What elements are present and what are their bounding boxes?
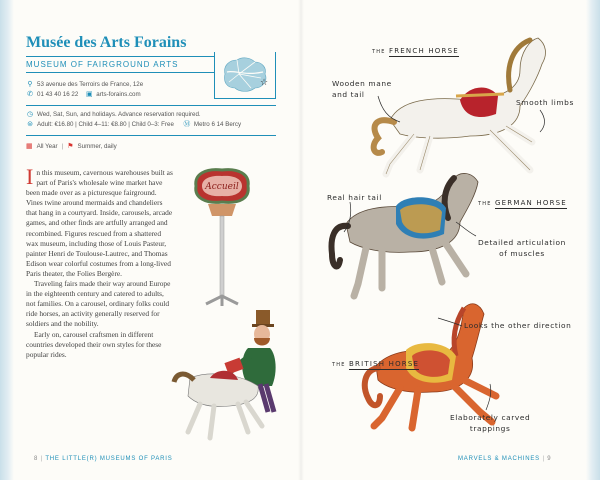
footer-right-text: MARVELS & MACHINES: [458, 456, 540, 462]
footer-left-text: THE LITTLE(R) MUSEUMS OF PARIS: [45, 456, 173, 462]
wax-figure-rider-illustration: [170, 308, 290, 448]
phone-icon: ✆: [27, 91, 33, 98]
contact-block: [26, 80, 201, 100]
website-icon: ▣: [85, 91, 93, 98]
detailed-articulation-label: [478, 237, 566, 259]
address-text: 53 avenue des Terroirs de France, 12e: [37, 81, 144, 88]
elaborately-line-1: Elaborately carved: [450, 413, 531, 422]
paris-map-thumbnail: [214, 52, 276, 99]
elaborately-line-2: trappings: [469, 424, 511, 433]
watercolor-wash-right: [586, 0, 600, 480]
phone-text: 01 43 40 16 22: [37, 91, 79, 98]
paragraph-1: [26, 164, 174, 279]
sign-label: Accueil: [205, 182, 239, 192]
paragraph-3: Early on, carousel craftsmen in different countries developed their own styles for these popular rides.: [26, 329, 162, 359]
french-horse-prefix: THE: [372, 49, 386, 55]
prices-text: Adult: €16.80 | Child 4–11: €8.80 | Child 0–3: Free: [37, 121, 174, 128]
paragraph-1-text: n this museum, cavernous warehouses built as part of Paris's wholesale wine market have been made over as a picturesque fairground. Vines twine around mermaids and chandeliers that hang in a courtyard. Inside, carousels, arcade games, and other finds are artfully arranged and recombined. Figures rescued from a shattered wax museum, including those of Louis Pasteur, painter Henri de Toulouse-Lautrec, and Thomas Edison wear colorful costumes from a long-lived Paris theater, the Folies Bergère.: [26, 168, 173, 278]
calendar-icon: ▦: [26, 143, 33, 150]
hours-row: [26, 110, 276, 120]
german-horse-prefix: THE: [478, 201, 492, 207]
wooden-mane-line-2: and tail: [332, 90, 365, 99]
info-divider-1: [26, 105, 276, 106]
drop-cap: I: [26, 164, 34, 189]
british-horse-label: [332, 360, 419, 368]
info-divider-2: [26, 135, 276, 136]
svg-text:☆: ☆: [260, 78, 269, 88]
paragraph-2: Traveling fairs made their way around Europe in the eighteenth century and catered to adults, not families. On a carousel, ordinary folks could ride horses, an activity generally reserved for soldiers and the nobility.: [26, 279, 171, 329]
season-summer-text: Summer, daily: [77, 142, 117, 150]
metro-text: Metro 6 14 Bercy: [193, 121, 242, 128]
prices-row: [26, 120, 276, 130]
museum-info-box: [26, 34, 276, 150]
museum-subtitle-text: MUSEUM OF FAIRGROUND ARTS: [26, 60, 179, 69]
clock-icon: ◷: [26, 111, 34, 118]
location-icon: ⚲: [27, 81, 33, 88]
website-link[interactable]: arts-forains.com: [96, 91, 141, 98]
looks-other-direction-label: Looks the other direction: [464, 321, 572, 330]
detailed-line-2: of muscles: [499, 249, 545, 258]
metro-icon: Ⓜ: [183, 121, 191, 128]
elaborately-carved-label: [450, 412, 530, 434]
wooden-mane-line-1: Wooden mane: [332, 79, 392, 88]
british-horse-title: BRITISH HORSE: [349, 360, 420, 368]
page-number-right: 9: [547, 456, 552, 462]
page-gutter: [298, 0, 304, 480]
french-horse-title: FRENCH HORSE: [389, 47, 459, 55]
phone-website-row: [26, 90, 201, 100]
french-horse-label: [372, 47, 459, 55]
season-all-text: All Year: [36, 142, 58, 150]
real-hair-tail-label: Real hair tail: [327, 193, 382, 202]
footer-left: 8 | THE LITTLE(R) MUSEUMS OF PARIS: [34, 456, 173, 462]
footer-right: MARVELS & MACHINES | 9: [458, 456, 552, 462]
body-text: [26, 164, 174, 360]
address-row: [26, 80, 201, 90]
museum-title: Musée des Arts Forains: [26, 34, 187, 51]
accueil-sign-illustration: [188, 164, 258, 314]
ticket-icon: ⊜: [27, 121, 33, 128]
season-row: ▦ All Year | ⚑ Summer, daily: [26, 142, 117, 150]
watercolor-wash-left: [0, 0, 14, 480]
smooth-limbs-label: Smooth limbs: [516, 98, 574, 107]
wooden-mane-label: [332, 78, 392, 100]
german-horse-label: [478, 199, 567, 207]
paris-map-icon: [215, 52, 275, 98]
hours-text: Wed, Sat, Sun, and holidays. Advance reservation required.: [37, 111, 201, 118]
detailed-line-1: Detailed articulation: [478, 238, 566, 247]
german-horse-title: GERMAN HORSE: [495, 199, 567, 207]
flag-icon: ⚑: [67, 143, 74, 150]
page-number-left: 8: [34, 456, 39, 462]
british-horse-prefix: THE: [332, 362, 346, 368]
